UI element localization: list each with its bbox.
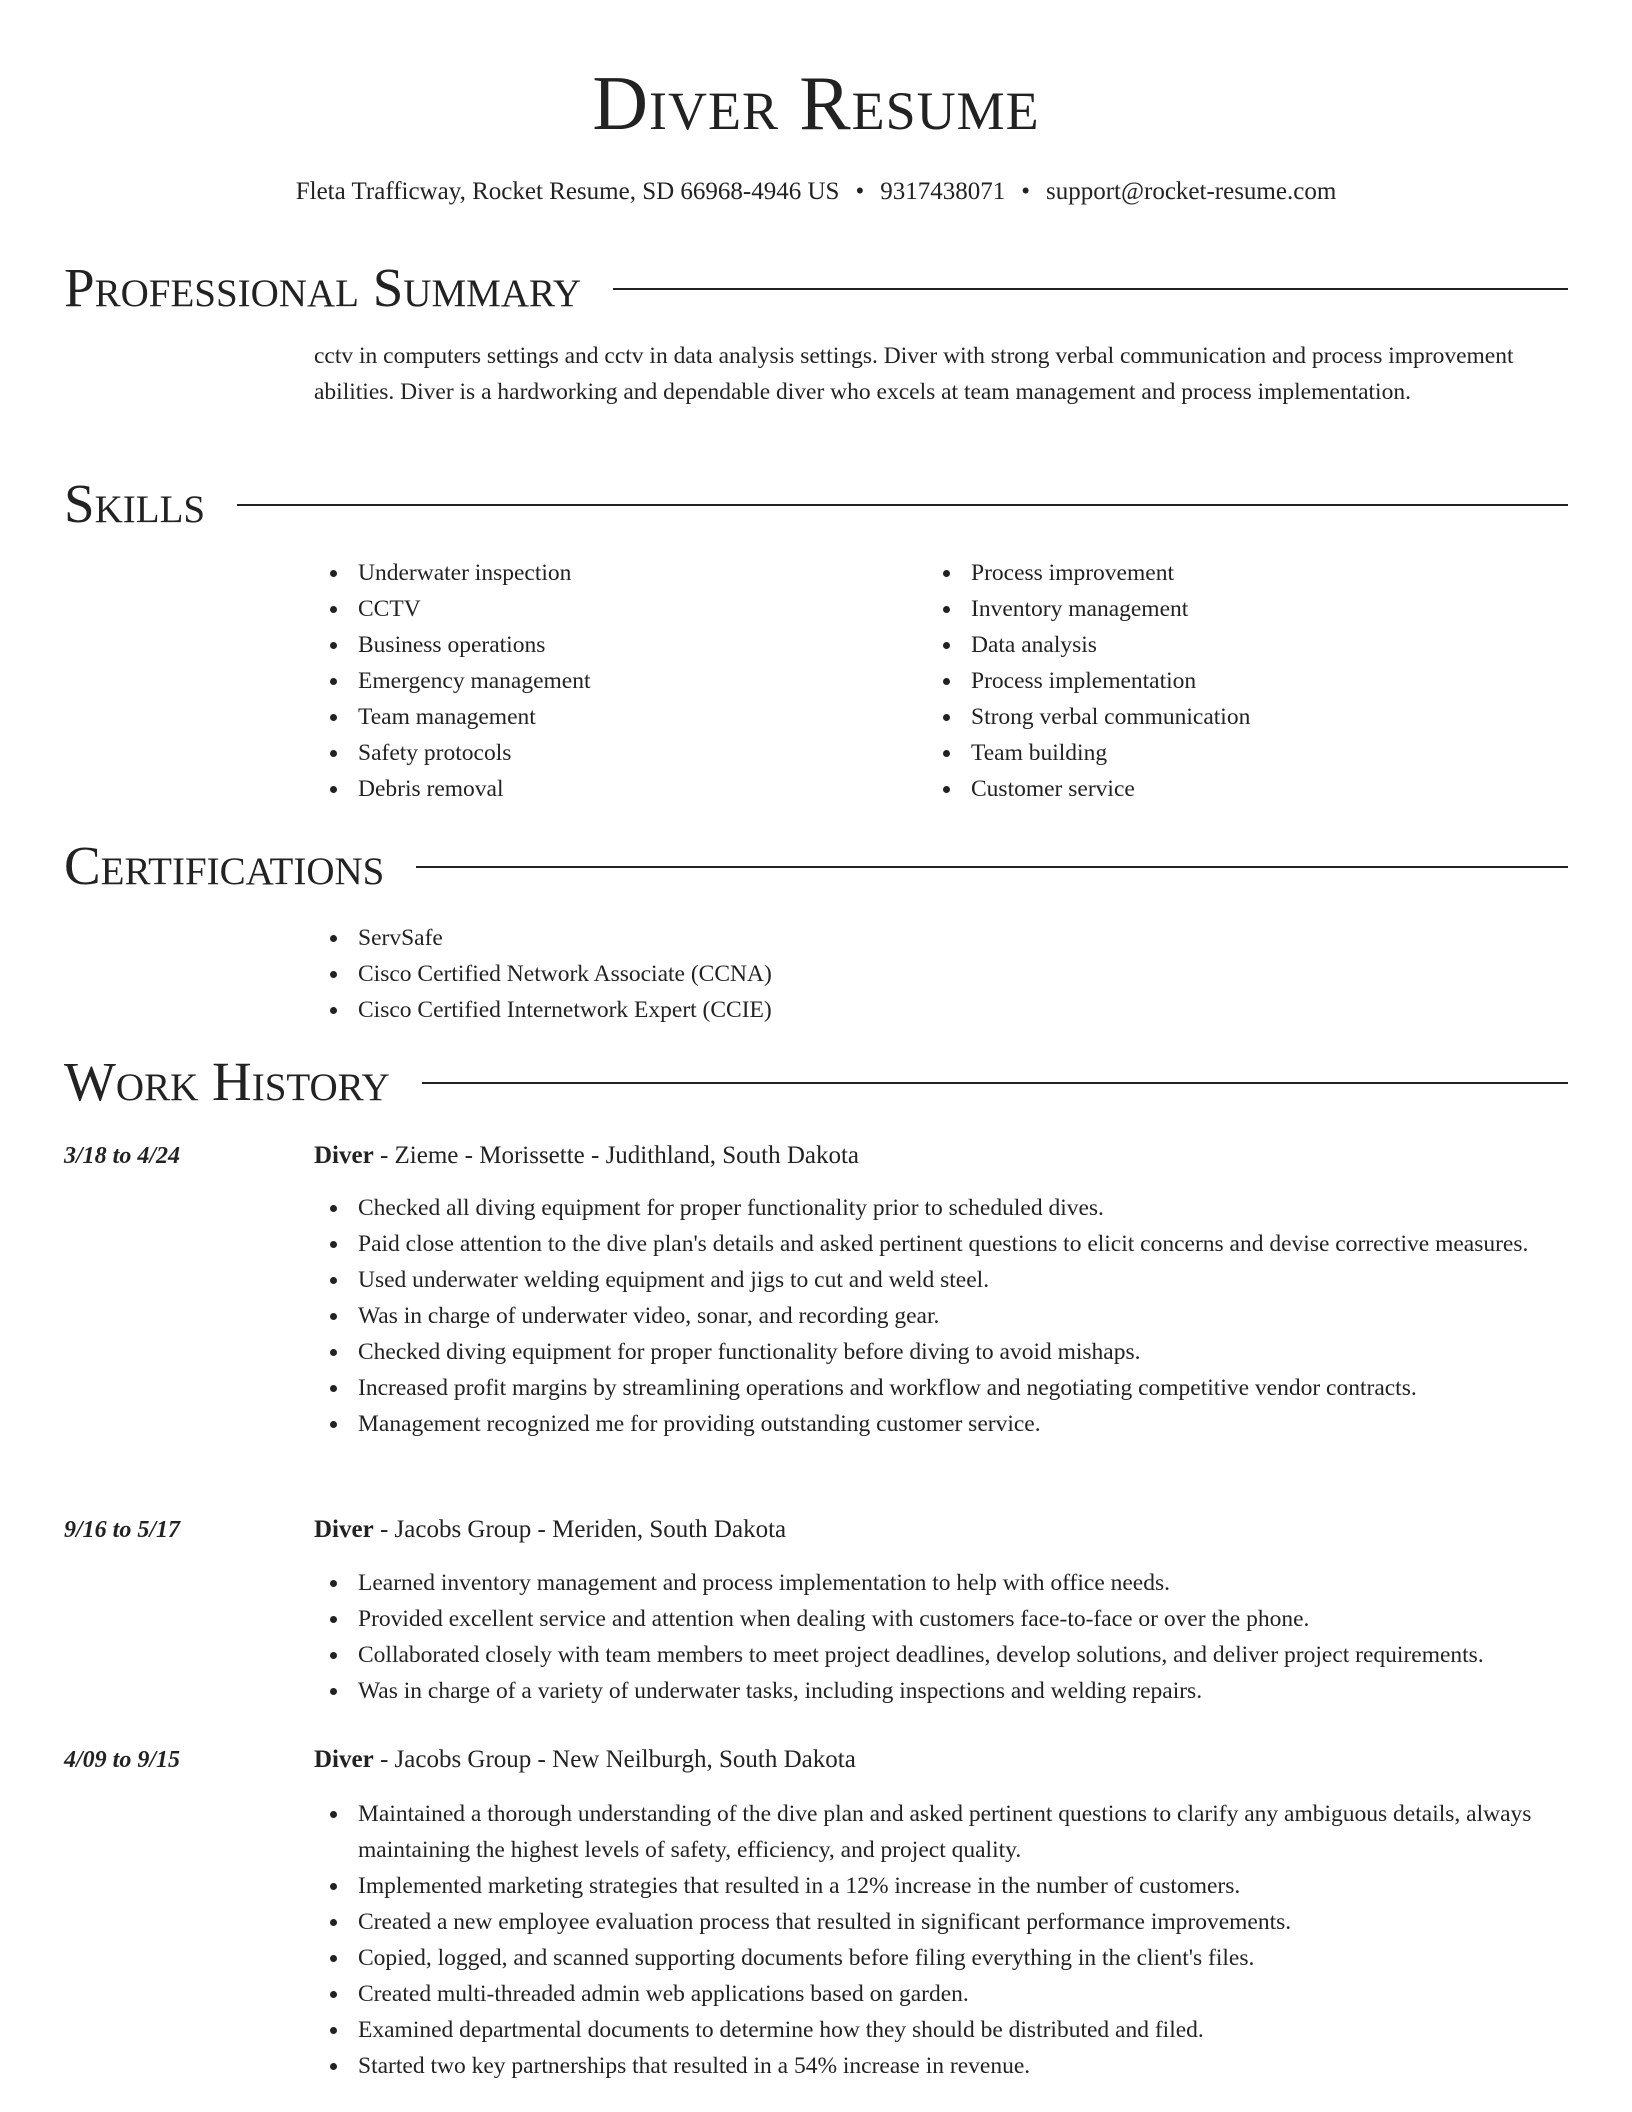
certification-item: Cisco Certified Network Associate (CCNA) <box>314 956 1554 992</box>
job-bullet: Implemented marketing strategies that resulted in a 12% increase in the number of customers. <box>314 1868 1568 1904</box>
skill-item: Team building <box>927 735 1527 771</box>
job-bullet: Created a new employee evaluation process that resulted in significant performance improvements. <box>314 1904 1568 1940</box>
job-bullet: Started two key partnerships that resulted in a 54% increase in revenue. <box>314 2048 1568 2084</box>
section-divider <box>416 866 1568 868</box>
contact-address: Fleta Trafficway, Rocket Resume, SD 66968-4946 US <box>295 178 840 205</box>
resume-name: Diver Resume <box>592 60 1040 146</box>
certification-item: Cisco Certified Internetwork Expert (CCIE) <box>314 992 1554 1028</box>
certifications-section-title: Certifications <box>64 835 385 896</box>
job-employer-location: - Jacobs Group - New Neilburgh, South Dakota <box>373 1746 856 1773</box>
skill-item: Debris removal <box>314 771 914 807</box>
job-bullet: Learned inventory management and process implementation to help with office needs. <box>314 1565 1568 1601</box>
job-title <box>314 1742 856 1778</box>
job-bullet: Was in charge of underwater video, sonar, and recording gear. <box>314 1298 1568 1334</box>
job-bullet: Checked diving equipment for proper functionality before diving to avoid mishaps. <box>314 1334 1568 1370</box>
job-role: Diver <box>314 1516 374 1543</box>
contact-separator: • <box>1021 178 1030 205</box>
skill-item: Team management <box>314 699 914 735</box>
job-employer-location: - Jacobs Group - Meriden, South Dakota <box>373 1516 787 1543</box>
job-title <box>314 1138 859 1174</box>
skills-column-left <box>314 555 914 807</box>
certifications-list <box>314 920 1554 1028</box>
job-dates: 3/18 to 4/24 <box>64 1143 181 1169</box>
job-bullet: Increased profit margins by streamlining operations and workflow and negotiating competitive vendor contracts. <box>314 1370 1568 1406</box>
job-role: Diver <box>314 1142 374 1169</box>
job-bullet: Collaborated closely with team members to meet project deadlines, develop solutions, and deliver project requirements. <box>314 1637 1568 1673</box>
contact-email: support@rocket-resume.com <box>1045 178 1337 205</box>
skill-item: Underwater inspection <box>314 555 914 591</box>
job-bullets <box>314 1565 1568 1709</box>
skills-section-title: Skills <box>64 473 206 534</box>
skill-item: CCTV <box>314 591 914 627</box>
contact-separator: • <box>855 178 865 205</box>
work-section-title: Work History <box>64 1051 390 1112</box>
job-bullet: Management recognized me for providing outstanding customer service. <box>314 1406 1568 1442</box>
contact-phone: 9317438071 <box>880 178 1006 205</box>
job-bullet: Examined departmental documents to determine how they should be distributed and filed. <box>314 2012 1568 2048</box>
job-dates: 9/16 to 5/17 <box>64 1517 181 1543</box>
section-divider <box>422 1082 1568 1084</box>
skill-item: Strong verbal communication <box>927 699 1527 735</box>
skill-item: Process implementation <box>927 663 1527 699</box>
job-bullet: Provided excellent service and attention when dealing with customers face-to-face or over the phone. <box>314 1601 1568 1637</box>
certifications-section-header <box>64 834 1568 898</box>
job-bullet: Checked all diving equipment for proper functionality prior to scheduled dives. <box>314 1190 1568 1226</box>
job-employer-location: - Zieme - Morissette - Judithland, South Dakota <box>373 1142 860 1169</box>
job-title <box>314 1512 786 1548</box>
contact-line <box>0 176 1632 208</box>
job-bullet: Used underwater welding equipment and jigs to cut and weld steel. <box>314 1262 1568 1298</box>
skill-item: Safety protocols <box>314 735 914 771</box>
summary-section-header <box>64 256 1568 320</box>
job-dates: 4/09 to 9/15 <box>64 1747 181 1773</box>
job-bullet: Copied, logged, and scanned supporting documents before filing everything in the client's files. <box>314 1940 1568 1976</box>
section-divider <box>613 288 1568 290</box>
skill-item: Inventory management <box>927 591 1527 627</box>
skills-column-right <box>927 555 1527 807</box>
skills-section-header <box>64 472 1568 536</box>
work-section-header <box>64 1050 1568 1114</box>
certification-item: ServSafe <box>314 920 1554 956</box>
skill-item: Data analysis <box>927 627 1527 663</box>
skill-item: Process improvement <box>927 555 1527 591</box>
section-divider <box>237 504 1568 506</box>
job-bullet: Created multi-threaded admin web applications based on garden. <box>314 1976 1568 2012</box>
summary-text: cctv in computers settings and cctv in data analysis settings. Diver with strong verbal communication and process improvement abilities. Diver is a hardworking and dependable diver who excels at team management and process implementation. <box>314 343 1514 405</box>
skill-item: Customer service <box>927 771 1527 807</box>
job-role: Diver <box>314 1746 374 1773</box>
skill-item: Emergency management <box>314 663 914 699</box>
job-bullet: Was in charge of a variety of underwater tasks, including inspections and welding repairs. <box>314 1673 1568 1709</box>
job-bullet: Paid close attention to the dive plan's details and asked pertinent questions to elicit concerns and devise corrective measures. <box>314 1226 1568 1262</box>
skill-item: Business operations <box>314 627 914 663</box>
summary-section-title: Professional Summary <box>64 257 582 318</box>
job-bullets <box>314 1190 1568 1442</box>
job-bullets <box>314 1796 1568 2084</box>
job-bullet: Maintained a thorough understanding of the dive plan and asked pertinent questions to clarify any ambiguous details, always maintaining the highest levels of safety, efficiency, and project quality. <box>314 1796 1568 1868</box>
